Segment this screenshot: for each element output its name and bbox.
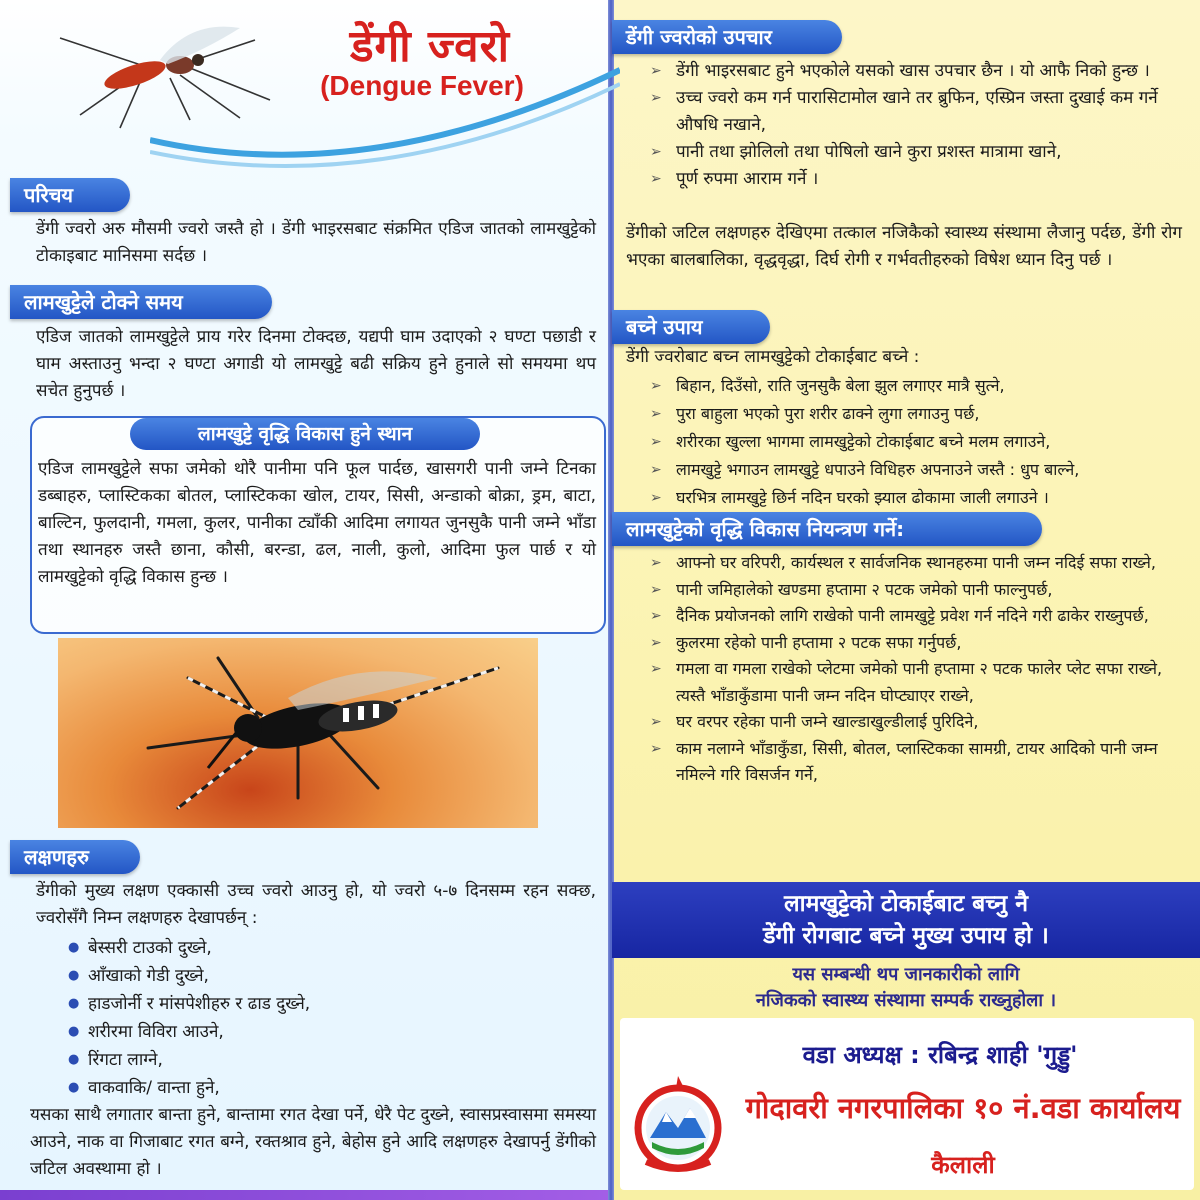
list-item: ● बेस्सरी टाउको दुख्ने,: [62, 934, 582, 962]
section-heading-breeding: लामखुट्टे वृद्धि विकास हुने स्थान: [130, 418, 480, 450]
list-item: ● आँखाको गेडी दुख्ने,: [62, 962, 582, 990]
list-item: ➢ पानी जमिहालेको खण्डमा हप्तामा २ पटक जमेको पानी फाल्नुपर्छ,: [650, 577, 1180, 604]
prevention-intro: डेंगी ज्वरोबाट बच्न लामखुट्टेको टोकाईबाट बच्ने :: [626, 347, 920, 367]
banner-line-2: डेंगी रोगबाट बच्ने मुख्य उपाय हो ।: [763, 923, 1049, 949]
list-item: ➢ पानी तथा झोलिलो तथा पोषिलो खाने कुरा प्रशस्त मात्रामा खाने,: [650, 139, 1180, 166]
list-item: ● शरीरमा विविरा आउने,: [62, 1018, 582, 1046]
title-nepali: डेंगी ज्वरो: [349, 21, 511, 72]
control-list: [650, 550, 1180, 789]
section-heading-biting-time: लामखुट्टेले टोक्ने समय: [10, 285, 272, 319]
contact-note: [612, 962, 1200, 1014]
list-item: ➢ पुरा बाहुला भएको पुरा शरीर ढाक्ने लुगा लगाउनु पर्छ,: [650, 400, 1196, 428]
ward-chair: वडा अध्यक्ष : रबिन्द्र शाही 'गुड्डु': [802, 1041, 1078, 1069]
list-item: ➢ बिहान, दिउँसो, राति जुनसुकै बेला झुल लगाएर मात्रै सुत्ने,: [650, 372, 1196, 400]
section-heading-symptoms: लक्षणहरु: [10, 840, 140, 874]
list-item: ➢ उच्च ज्वरो कम गर्न पारासिटामोल खाने तर ब्रुफिन, एस्प्रिन जस्ता दुखाई कम गर्ने औषधि नखाने,: [650, 85, 1180, 139]
key-message-banner: [612, 882, 1200, 958]
list-item: ➢ लामखुट्टे भगाउन लामखुट्टे धपाउने विधिहरु अपनाउने जस्तै : धुप बाल्ने,: [650, 456, 1196, 484]
list-item: ➢ पूर्ण रुपमा आराम गर्ने ।: [650, 166, 1180, 193]
symptoms-intro: डेंगीको मुख्य लक्षण एक्कासी उच्च ज्वरो आउनु हो, यो ज्वरो ५-७ दिनसम्म रहन सक्छ, ज्वरोसँगै निम्न लक्षणहरु देखापर्छन् :: [36, 881, 596, 928]
symptoms-footer: यसका साथै लगातार बान्ता हुने, बान्तामा रगत देखा पर्ने, धेरै पेट दुख्ने, स्वासप्रस्वासमा समस्या आउने, नाक वा गिजाबाट रगत बग्ने, रक्तश्राव हुने, बेहोस हुने आदि लक्षणहरु देखापर्नु डेंगीको जटिल अवस्थामा हो ।: [30, 1105, 596, 1179]
section-heading-control: लामखुट्टेको वृद्धि विकास नियन्त्रण गर्ने:: [612, 512, 1042, 546]
section-heading-prevention: बच्ने उपाय: [612, 310, 770, 344]
breeding-text: एडिज लामखुट्टेले सफा जमेको थोरै पानीमा पनि फूल पार्दछ, खासगरी पानी जम्ने टिनका डब्बाहरु, प्लास्टिकका बोतल, प्लास्टिकका खोल, टायर, सिसी, अन्डाको बोक्रा, ड्रम, बाटा, बाल्टिन, फुलदानी, गमला, कुलर, पानीका ट्याँकी आदिमा लगायत जुनसुकै पानी जम्ने भाँडा तथा स्थानहरु जस्तै छाना, कौसी, बरन्डा, ढल, नाली, कुलो, आदिमा फुल पार्छ र यो लामखुट्टेको वृद्धि विकास हुन्छ ।: [38, 459, 596, 587]
list-item: ➢ गमला वा गमला राखेको प्लेटमा जमेको पानी हप्तामा २ पटक फालेर प्लेट सफा राख्ने, त्यस्तै भाँडाकुँडामा पानी जम्न नदिन घोप्ट्याएर राख्ने,: [650, 656, 1180, 709]
list-item: ➢ घरभित्र लामखुट्टे छिर्न नदिन घरको झ्याल ढोकामा जाली लगाउने ।: [650, 484, 1196, 512]
list-item: ● रिंगटा लाग्ने,: [62, 1046, 582, 1074]
list-item: ➢ घर वरपर रहेका पानी जम्ने खाल्डाखुल्डीलाई पुरिदिने,: [650, 709, 1180, 736]
mosquito-photo: [58, 638, 538, 828]
contact-line-2: नजिकको स्वास्थ्य संस्थामा सम्पर्क राख्नुहोला ।: [755, 990, 1057, 1011]
biting-time-text: एडिज जातको लामखुट्टेले प्राय गरेर दिनमा टोक्दछ, यद्यपी घाम उदाएको २ घण्टा पछाडी र घाम अस्ताउनु भन्दा २ घण्टा अगाडी यो लामखुट्टे बढी सक्रिय हुने हुनाले सो समयमा थप सचेत हुनुपर्छ ।: [36, 327, 596, 401]
list-item: ➢ शरीरका खुल्ला भागमा लामखुट्टेको टोकाईबाट बच्ने मलम लगाउने,: [650, 428, 1196, 456]
list-item: ➢ आफ्नो घर वरिपरी, कार्यस्थल र सार्वजनिक स्थानहरुमा पानी जम्न नदिई सफा राख्ने,: [650, 550, 1180, 577]
list-item: ➢ काम नलाग्ने भाँडाकुँडा, सिसी, बोतल, प्लास्टिकका सामग्री, टायर आदिको पानी जम्न नमिल्ने गरि विसर्जन गर्ने,: [650, 736, 1180, 789]
list-item: ➢ दैनिक प्रयोजनको लागि राखेको पानी लामखुट्टे प्रवेश गर्न नदिने गरी ढाकेर राख्नुपर्छ,: [650, 603, 1180, 630]
list-item: ● वाकवाकि/ वान्ता हुने,: [62, 1074, 582, 1102]
prevention-list: [650, 372, 1196, 512]
municipality-emblem-icon: [626, 1072, 730, 1176]
section-heading-intro: परिचय: [10, 178, 130, 212]
title-english: (Dengue Fever): [320, 70, 524, 101]
list-item: ● हाडजोर्नी र मांसपेशीहरु र ढाड दुख्ने,: [62, 990, 582, 1018]
treatment-list: [650, 58, 1180, 193]
treatment-note: डेंगीको जटिल लक्षणहरु देखिएमा तत्काल नजिकैको स्वास्थ्य संस्थामा लैजानु पर्दछ, डेंगी रोग भएका बालबालिका, वृद्धवृद्धा, दिर्घ रोगी र गर्भवतीहरुको विषेश ध्यान दिनु पर्छ ।: [626, 223, 1182, 270]
office-name: गोदावरी नगरपालिका १० नं.वडा कार्यालय: [745, 1091, 1181, 1125]
section-heading-treatment: डेंगी ज्वरोको उपचार: [612, 20, 842, 54]
mosquito-photo-icon: [58, 638, 538, 828]
district-name: कैलाली: [931, 1151, 995, 1179]
symptoms-list: [62, 934, 582, 1102]
contact-line-1: यस सम्बन्धी थप जानकारीको लागि: [792, 964, 1020, 985]
left-bottom-stripe: [0, 1190, 610, 1200]
list-item: ➢ कुलरमा रहेको पानी हप्तामा २ पटक सफा गर्नुपर्छ,: [650, 630, 1180, 657]
panel-divider: [608, 0, 614, 1200]
list-item: ➢ डेंगी भाइरसबाट हुने भएकोले यसको खास उपचार छैन । यो आफै निको हुन्छ ।: [650, 58, 1180, 85]
intro-text: डेंगी ज्वरो अरु मौसमी ज्वरो जस्तै हो । डेंगी भाइरसबाट संक्रमित एडिज जातको लामखुट्टेको टोकाइबाट मानिसमा सर्दछ ।: [36, 219, 596, 266]
banner-line-1: लामखुट्टेको टोकाईबाट बच्नु नै: [784, 891, 1028, 917]
